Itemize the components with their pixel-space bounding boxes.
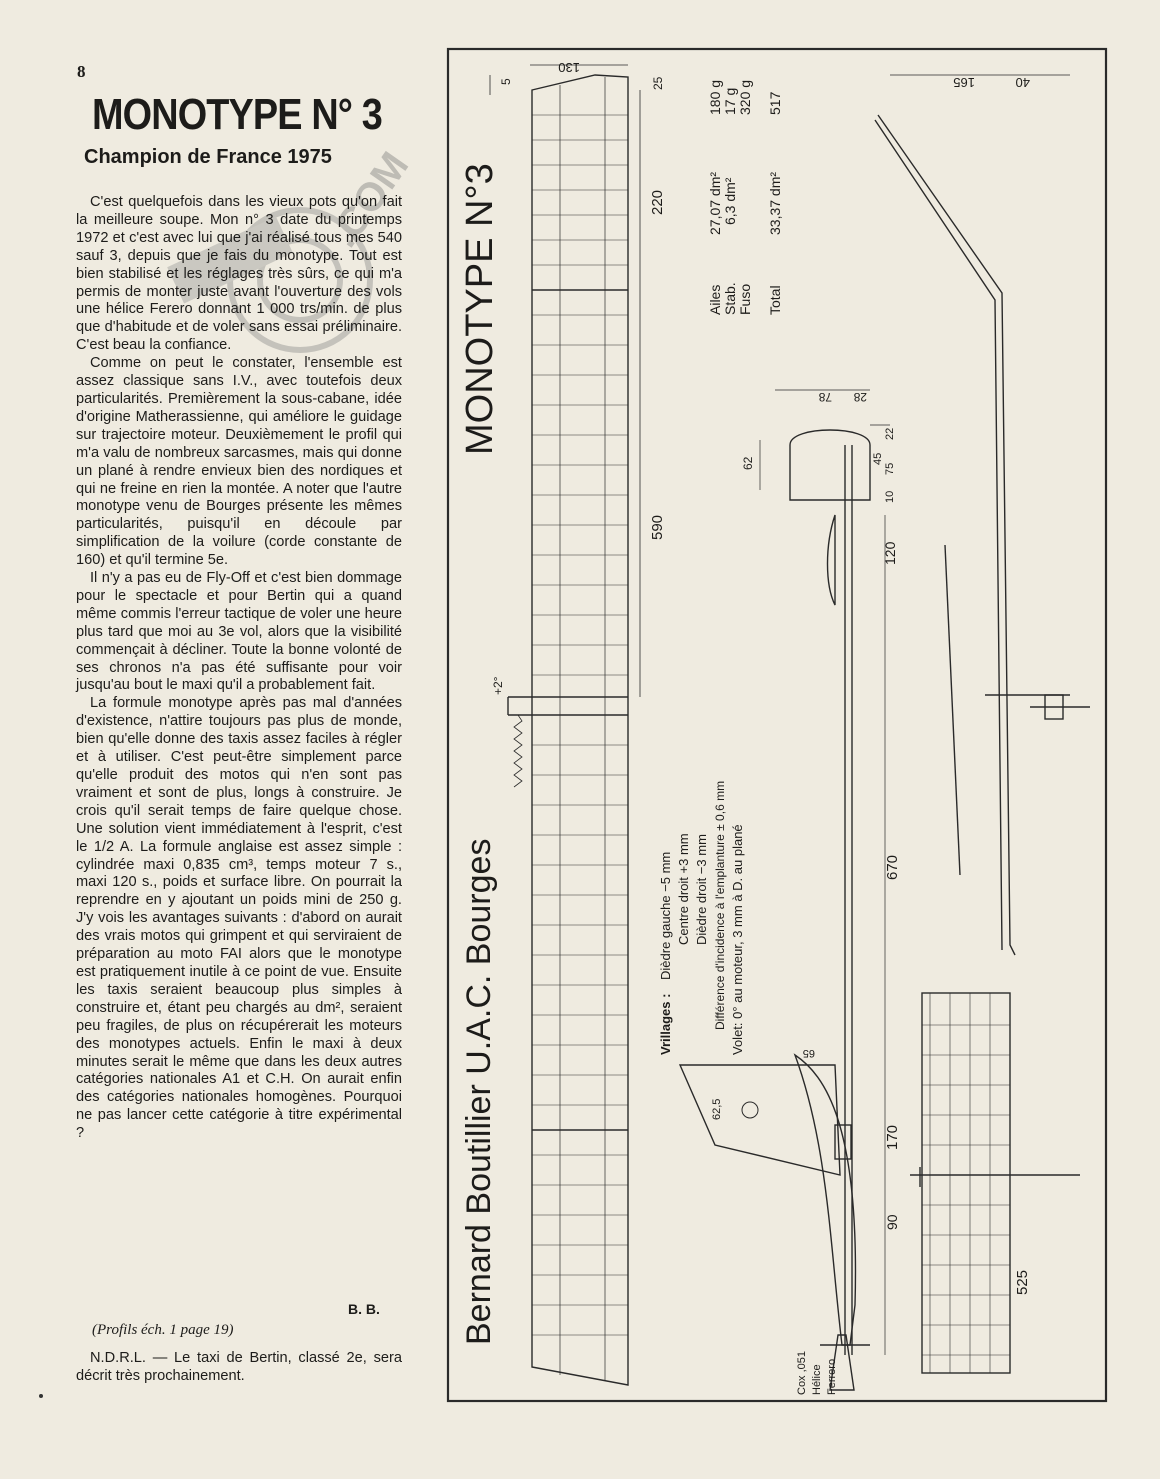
dim-170: 170 (884, 1124, 901, 1150)
dim-625: 62,5 (711, 1098, 723, 1120)
surface-weight: 320 g (737, 79, 753, 115)
surface-weight: 180 g (707, 79, 723, 115)
page-number: 8 (77, 62, 86, 81)
side-view (875, 75, 1090, 955)
dim-90: 90 (884, 1214, 900, 1230)
dim-78: 78 (818, 390, 832, 404)
svg-text:.COM: .COM (321, 144, 418, 256)
signature: B. B. (348, 1301, 380, 1317)
settings-line: Volet: 0° au moteur, 3 mm à D. au plané (730, 824, 745, 1055)
total-area: 33,37 dm² (767, 171, 783, 235)
article-body (76, 194, 402, 1143)
settings-line: Dièdre droit −3 mm (694, 834, 709, 945)
plan-author: Bernard Boutillier U.A.C. Bourges (460, 838, 498, 1345)
dim-62: 62 (741, 456, 755, 470)
article-paragraph: Il n'y a pas eu de Fly-Off et c'est bien dommage pour le spectacle et pour Bertin qui a quand même commis l'erreur tactique de voler une heure plus tard que moi au 3e vol, alors que la visibilité commençait à décliner. Toute la bonne volonté de ses chronos n'a pas été suffisante pour voir jusqu'au bout le maxi qu'il a probablement fait. (76, 570, 402, 694)
dim-525: 525 (1014, 1269, 1031, 1295)
margin-dot (39, 1394, 43, 1398)
engine-note: Hélice (811, 1364, 823, 1395)
article-paragraph: Comme on peut le constater, l'ensemble est assez classique sans I.V., avec toutefois deux particularités. Premièrement la sous-cabane, idée d'origine Matherassienne, qui améliore le guidage sur trajectoire moteur. Deuxièmement le profil qui m'a valu de nombreux sarcasmes, mais qui donne un plané à rendre envieux bien des nordiques et qui ne freine en rien la montée. A noter que l'autre monotype venu de Bourges présente les mêmes particularités, puisqu'il en découle par simplification de la voilure (corde constante de 160) et qu'il termine 5e. (76, 355, 402, 569)
settings-line: Dièdre gauche −5 mm (658, 851, 673, 980)
dim-590: 590 (649, 514, 666, 540)
dim-22: 22 (884, 427, 896, 440)
profils-note: (Profils éch. 1 page 19) (92, 1322, 234, 1338)
dim-670: 670 (884, 854, 901, 880)
editor-note-text: N.D.R.L. — Le taxi de Bertin, classé 2e, sera décrit très prochainement. (76, 1350, 402, 1384)
surface-label: Fuso (737, 283, 753, 315)
dim-40: 40 (1015, 75, 1030, 90)
dim-130: 130 (558, 60, 580, 75)
engine-notes (796, 1351, 838, 1395)
settings-line: Centre droit +3 mm (676, 833, 691, 945)
total-label: Total (767, 285, 783, 315)
plan-title: MONOTYPE N°3 (459, 163, 501, 455)
dim-75: 75 (884, 462, 896, 475)
dim-120: 120 (882, 541, 898, 565)
engine-note: Cox ,051 (796, 1350, 808, 1395)
article-paragraph: La formule monotype après pas mal d'années d'existence, n'attire toujours pas plus de monde, bien qu'elle donne des taxis assez faciles à régler et à utiliser. C'est peut-être simplement parce qu'elle produit des motos qui n'en sont pas vraiment et sont de plus, longs à construire. Je crois qu'il serait temps de faire quelque chose. Une solution vient immédiatement à l'esprit, c'est le 1/2 A. La formule anglaise est assez simple : cylindrée maxi 0,835 cm³, temps moteur 7 s., maxi 120 s., poids et surface libre. On pourrait la reprendre en y ajoutant un poids mini de 250 g. J'y vois les avantages suivants : d'abord on aurait des vrais motos qui grimpent et qui serviraient de préparation au moto FAI alors que le monotype est pratiquement inutile à ce point de vue. Ensuite les taxis seraient beaucoup plus simples à construire et, étant peu chargés au dm², seraient peu fragiles, de plus on récupérerait les moteurs des monotypes actuels. Enfin le maxi à deux minutes serait le même que dans les deux autres catégories nationales A1 et C.H. On aurait enfin des catégories nationales homogènes. Pourquoi ne pas lancer cette catégorie à titre expérimental ? (76, 695, 402, 1142)
settings-line: Différence d'incidence à l'emplanture ± 0,6 mm (713, 780, 727, 1030)
surface-weight: 17 g (722, 87, 738, 115)
wing-view (508, 75, 628, 1385)
editor-note (76, 1350, 402, 1386)
dim-25: 25 (651, 76, 665, 90)
wing-dimensions (490, 65, 640, 697)
dim-10: 10 (884, 490, 896, 503)
article-title: MONOTYPE N° 3 (92, 90, 382, 139)
model-plan-drawing (430, 45, 1120, 1407)
stabilizer-view (910, 993, 1080, 1373)
article-paragraph: C'est quelquefois dans les vieux pots qu'on fait la meilleure soupe. Mon n° 3 date du printemps 1972 et c'est avec lui que j'ai réalisé tous mes 540 sauf 3, depuis que je fais du monotype. Tout est bien stabilisé et les réglages très sûrs, ce qui m'a permis de monter juste avant l'ouverture des vols une hélice Ferero donnant 1 000 trs/min. de plus que d'habitude et de voler sans essai préliminaire. C'est beau la confiance. (76, 194, 402, 354)
dim-65: 65 (802, 1047, 815, 1059)
article-subtitle: Champion de France 1975 (84, 146, 332, 168)
dim-220: 220 (649, 189, 666, 215)
dim-5: 5 (499, 78, 513, 85)
total-weight: 517 (767, 91, 783, 115)
surfaces-table (707, 80, 783, 315)
surface-label: Stab. (722, 282, 738, 315)
dim-plus2: +2° (491, 676, 505, 695)
fuselage-dimensions (760, 390, 890, 1355)
engine-note: Ferrero (826, 1358, 838, 1395)
wing-ribs (532, 115, 628, 1335)
surface-area: 6,3 dm² (722, 177, 738, 225)
dim-45: 45 (872, 452, 884, 465)
surface-area: 27,07 dm² (707, 171, 723, 235)
dim-28: 28 (853, 390, 867, 404)
surface-label: Ailes (707, 284, 723, 315)
settings-heading: Vrillages : (658, 993, 673, 1055)
settings-notes (658, 781, 745, 1055)
dim-165: 165 (953, 75, 975, 90)
